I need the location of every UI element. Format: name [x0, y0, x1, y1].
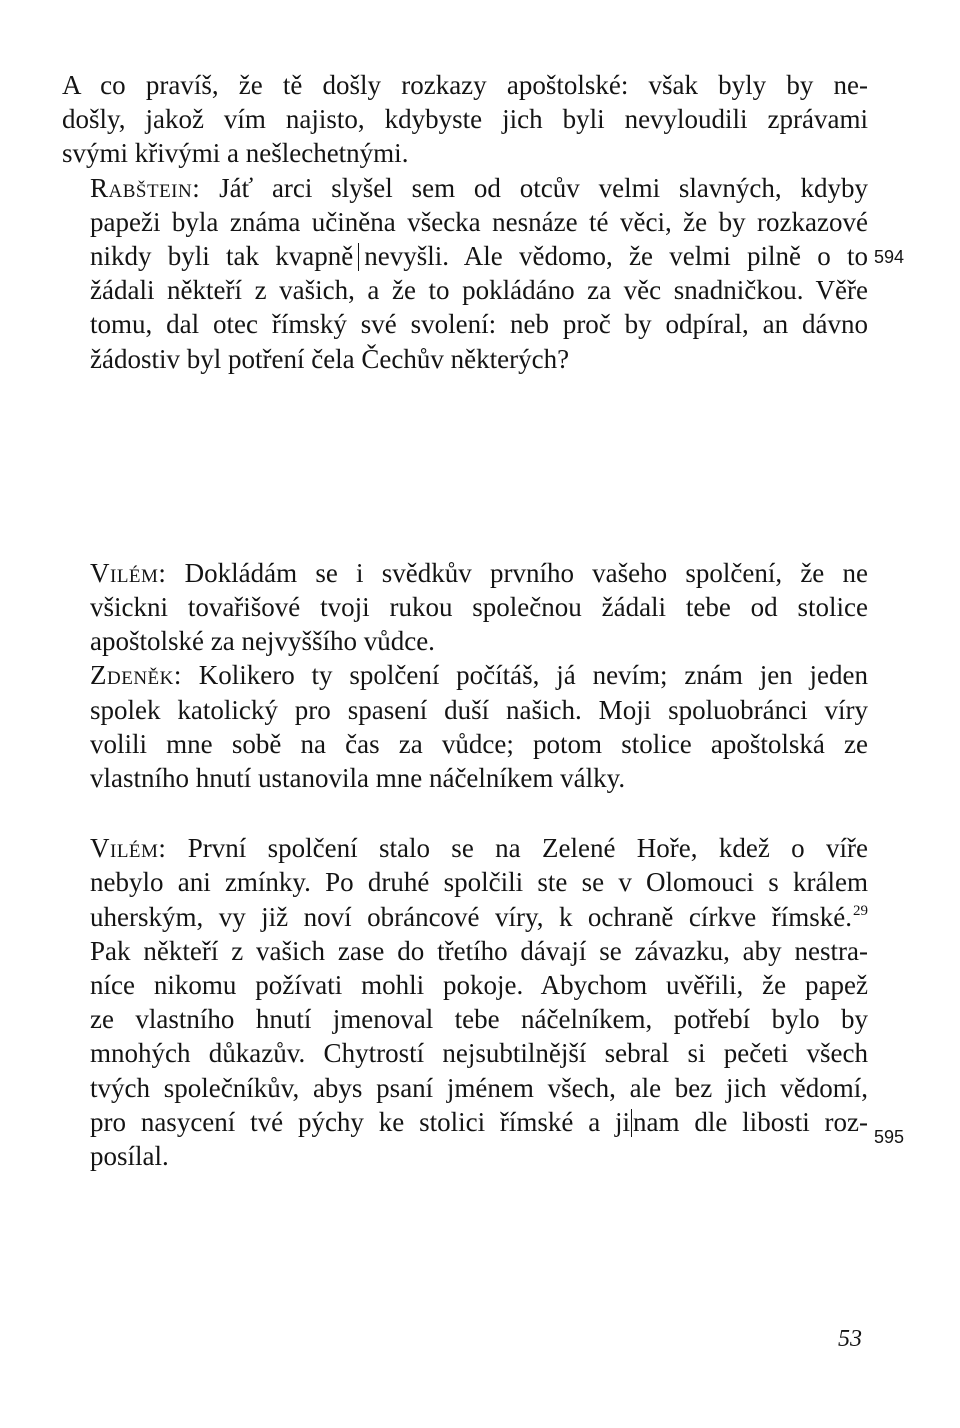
- page-body: [62, 68, 868, 1173]
- speaker-name: Zdeněk:: [90, 660, 182, 691]
- text-line: došly, jakož vím najisto, kdybyste jich byli nevyloudili zprávami: [62, 104, 868, 135]
- speaker-name: Rabštein:: [90, 172, 201, 203]
- margin-page-reference: 595: [874, 1127, 905, 1147]
- text-line: papeži byla známa učiněna všecka nesnáze té věci, že by rozkazové: [90, 206, 868, 237]
- page-number: 53: [838, 1326, 862, 1352]
- text-fragment: nikdy byli tak kvapně: [90, 241, 354, 272]
- text-line: níce nikomu požívati mohli pokoje. Abychom uvěřili, že papež: [90, 970, 868, 1001]
- text-fragment: První spolčení stalo se na Zelené Hoře, kdež o víře: [166, 833, 868, 864]
- footnote-reference: 29: [853, 902, 868, 919]
- text-fragment: nevyšli. Ale vědomo, že velmi pilně o to: [364, 241, 868, 272]
- margin-page-reference: 594: [874, 247, 905, 267]
- blank-space: [62, 795, 868, 831]
- text-line: A co pravíš, že tě došly rozkazy apoštolské: však byly by ne-: [62, 70, 868, 100]
- speaker-name: Vilém:: [90, 833, 167, 864]
- paragraph-zdenek: [62, 658, 868, 795]
- page-break-marker: [631, 1109, 632, 1137]
- text-line: volili mne sobě na čas za vůdce; potom stolice apoštolská ze: [90, 728, 868, 759]
- text-line: Pak někteří z vašich zase do třetího dávají se závazku, aby nestra-: [90, 935, 868, 966]
- text-line: tvých společníkův, abys psaní jménem všech, ale bez jich vědomí,: [90, 1072, 868, 1103]
- text-line: nebylo ani zmínky. Po druhé spolčili ste se v Olomouci s králem: [90, 867, 868, 898]
- text-line: ze vlastního hnutí jmenoval tebe náčelníkem, potřebí bylo by: [90, 1004, 868, 1035]
- text-fragment: Jáť arci slyšel sem od otcův velmi slavných, kdyby: [200, 172, 868, 203]
- text-line: [62, 171, 868, 205]
- text-fragment: Kolikero ty spolčení počítáš, já nevím; znám jen jeden: [181, 660, 868, 691]
- text-line: mnohých důkazův. Chytrostí nejsubtilnější sebral si pečeti všech: [90, 1038, 868, 1069]
- text-fragment: pro nasycení tvé pýchy ke stolici římské a ji: [90, 1106, 631, 1137]
- text-fragment: nam dle libosti roz-: [633, 1106, 868, 1137]
- text-line: [62, 1105, 868, 1139]
- paragraph-vilem-2: [62, 831, 868, 1173]
- text-line: [62, 239, 868, 273]
- page-break-marker: [358, 243, 359, 271]
- text-line: tomu, dal otec římský své svolení: neb proč by odpíral, an dávno: [90, 309, 868, 340]
- text-fragment: Dokládám se i svědkův prvního vašeho spolčení, že ne: [166, 557, 868, 588]
- blank-space: [62, 376, 868, 556]
- text-line: žádali někteří z vašich, a že to pokládáno za věc snadničkou. Věře: [90, 275, 868, 306]
- paragraph-rabstein: [62, 171, 868, 376]
- text-fragment: uherským, vy již noví obráncové víry, k ochraně církve římské.: [90, 901, 852, 932]
- text-line: [62, 658, 868, 692]
- text-line: všickni tovařišové tvoji rukou společnou žádali tebe od stolice: [90, 592, 868, 623]
- paragraph-vilem-1: [62, 556, 868, 659]
- paragraph-1: [62, 68, 868, 171]
- text-line: [62, 556, 868, 590]
- text-line: posílal.: [90, 1141, 169, 1172]
- text-line: [62, 900, 868, 934]
- text-line: vlastního hnutí ustanovila mne náčelníkem války.: [90, 763, 626, 794]
- text-line: apoštolské za nejvyššího vůdce.: [90, 626, 435, 657]
- text-line: svými křivými a nešlechetnými.: [62, 138, 409, 169]
- text-line: spolek katolický pro spasení duší našich. Moji spoluobránci víry: [90, 694, 868, 725]
- text-line: žádostiv byl potření čela Čechův některých?: [90, 343, 570, 374]
- speaker-name: Vilém:: [90, 557, 167, 588]
- text-line: [62, 831, 868, 865]
